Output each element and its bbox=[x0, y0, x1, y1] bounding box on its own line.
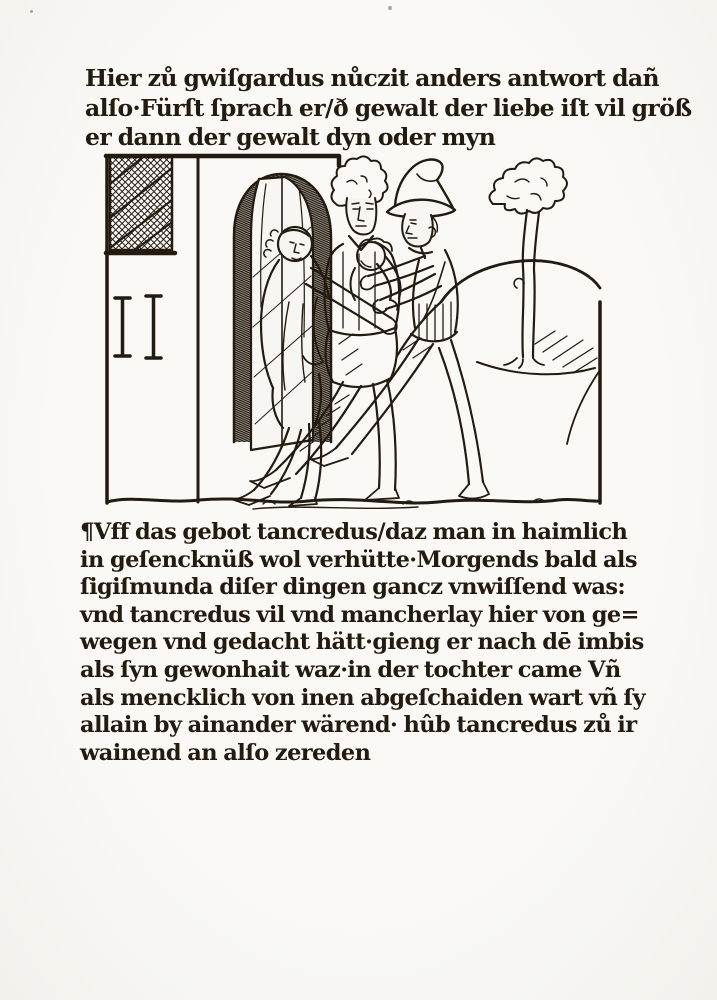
text-line: ¶Vff das gebot tancredus/daz man in haimlich bbox=[80, 519, 628, 545]
text-line: als mencklich von inen abgeſchaiden wart vñ ſy bbox=[80, 684, 645, 711]
text-line: wainend an alſo zereden bbox=[80, 739, 371, 766]
text-line: allain by ainander wärend· hûb tancredus zů ir bbox=[80, 712, 637, 739]
woodcut-illustration bbox=[103, 152, 613, 517]
bottom-paragraph bbox=[80, 519, 645, 767]
roof-tiles bbox=[110, 157, 172, 250]
text-line: in geſencknüß wol verhütte·Morgends bald als bbox=[80, 546, 637, 573]
paper-speck bbox=[388, 6, 392, 10]
building bbox=[106, 156, 198, 502]
text-line: er dann der gewalt dyn oder myn bbox=[85, 123, 496, 151]
figure-hat-captor bbox=[310, 160, 489, 499]
arched-doorway bbox=[234, 174, 331, 450]
text-line: Hier zů gwiſgardus nůczit anders antwort dañ bbox=[85, 64, 660, 92]
top-paragraph bbox=[85, 64, 692, 153]
tree-foliage bbox=[489, 158, 567, 213]
text-line: alſo·Fürſt ſprach er/ð gewalt der liebe iſt vil größ bbox=[85, 93, 692, 122]
text-line: ſigiſmunda diſer dingen gancz vnwiſſend was: bbox=[80, 574, 626, 601]
text-line: als ſyn gewonhait waz·in der tochter came Vñ bbox=[80, 656, 621, 683]
text-line: wegen vnd gedacht hätt·gieng er nach dē imbis bbox=[80, 629, 644, 656]
paper-speck bbox=[30, 10, 33, 13]
text-line: vnd tancredus vil vnd mancherlay hier von ge= bbox=[80, 601, 639, 628]
door-hinges bbox=[115, 296, 161, 358]
